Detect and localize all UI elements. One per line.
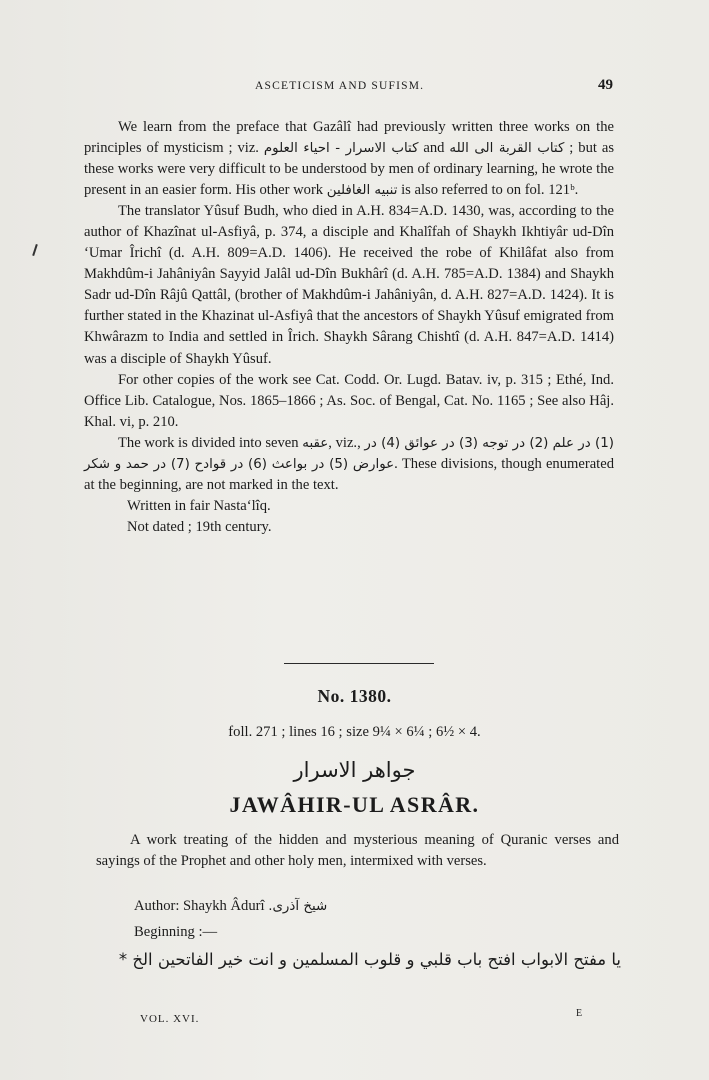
description-text: A work treating of the hidden and mysterious meaning of Quranic verses and sayings of the Prophet and other holy men, intermixed with verses. [96, 832, 619, 870]
divisions-text-3: . These divisions, though enumerated at the beginning, are not marked in the text. [84, 455, 615, 493]
arabic-divisions: (1) در علم (2) در توجه (3) در عوائق (4) در عوارض (5) در بواعث (6) در قوادح (7) در حمد و شكر [84, 435, 614, 472]
preface-text-1: We learn from the preface that Gazâlî had previously written three works on the principles of mysticism ; viz. [84, 119, 614, 157]
other-copies-paragraph: For other copies of the work see Cat. Codd. Or. Lugd. Batav. iv, p. 315 ; Ethé, Ind. Office Lib. Catalogue, Nos. 1865–1866 ; As. Soc. of Bengal, Cat. No. 1165 ; See also Hâj. Khal. vi, p. 210. [84, 371, 614, 430]
arabic-aqabah: عقبه [302, 435, 329, 451]
preface-text-2: and [418, 140, 450, 157]
entry-title: JAWÂHIR-UL ASRÂR. [229, 792, 480, 817]
translator-paragraph: The translator Yûsuf Budh, who died in A.H. 834=A.D. 1430, was, according to the author of Khazînat ul-Asfiyâ, p. 374, a disciple and Khalîfah of Shaykh Ikhtiyâr ud-Dîn ‘Umar Îrichî (d. A.H. 809=A.D. 1406). He received the robe of Khilâfat also from Makhdûm-i Jahâniyân Sayyid Jalâl ud-Dîn Bukhârî (d. A.H. 785=A.D. 1384) and Shaykh Sadr ud-Dîn Râjû Qattâl, (brother of Makhdûm-i Jahâniyân, d. A.H. 827=A.D. 1424). It is further stated in the Khazinat ul-Asfiyâ that the ancestors of Shaykh Yûsuf emigrated from Khwârazm to India and settled in Îrich. Shaykh Sârang Chishtî (d. A.H. 847=A.D. 1414) was a disciple of Shaykh Yûsuf. [84, 203, 614, 367]
beginning-label: Beginning :— [134, 924, 218, 940]
description [96, 830, 619, 872]
author-line [134, 898, 327, 915]
author-label: Author: Shaykh Âdurî [134, 898, 269, 914]
divisions-text-2: , viz., [328, 434, 365, 451]
author-arabic: شيخ آذرى. [268, 899, 328, 914]
date-note: Not dated ; 19th century. [127, 518, 272, 535]
margin-pencil-mark [32, 244, 38, 256]
preface-text-3: ; but as these works were very difficult to be understood by men of ordinary learning, he wrote the present in an easier form. His other work [84, 140, 615, 199]
arabic-works-1: كتاب الاسرار - احياء العلوم [263, 141, 419, 157]
divisions-paragraph [84, 433, 614, 496]
beginning-arabic-text: يا مفتح الابواب افتح باب قلبي و قلوب المسلمين و انت خير الفاتحين الخ * [118, 950, 621, 969]
volume-signature: VOL. XVI. [140, 1013, 200, 1025]
divisions-text-1: The work is divided into seven [118, 434, 303, 451]
arabic-works-2: كتاب القربة الى الله [449, 141, 565, 157]
arabic-title: جواهر الاسرار [293, 758, 416, 782]
manuscript-specs: foll. 271 ; lines 16 ; size 9¼ × 6¼ ; 6½ × 4. [228, 724, 481, 740]
preface-text-4: is also referred to on fol. 121ᵇ. [397, 182, 579, 199]
running-title: ASCETICISM AND SUFISM. [255, 80, 425, 92]
preface-paragraph [84, 117, 614, 201]
sheet-signature: E [576, 1008, 583, 1019]
entry-number: No. 1380. [317, 686, 392, 706]
page-number: 49 [598, 77, 613, 93]
script-note: Written in fair Nasta‘lîq. [127, 497, 271, 514]
running-head [0, 77, 709, 100]
entry-body [84, 117, 614, 538]
arabic-other-work: تنبيه الغافلين [326, 183, 398, 199]
section-divider [284, 663, 434, 664]
